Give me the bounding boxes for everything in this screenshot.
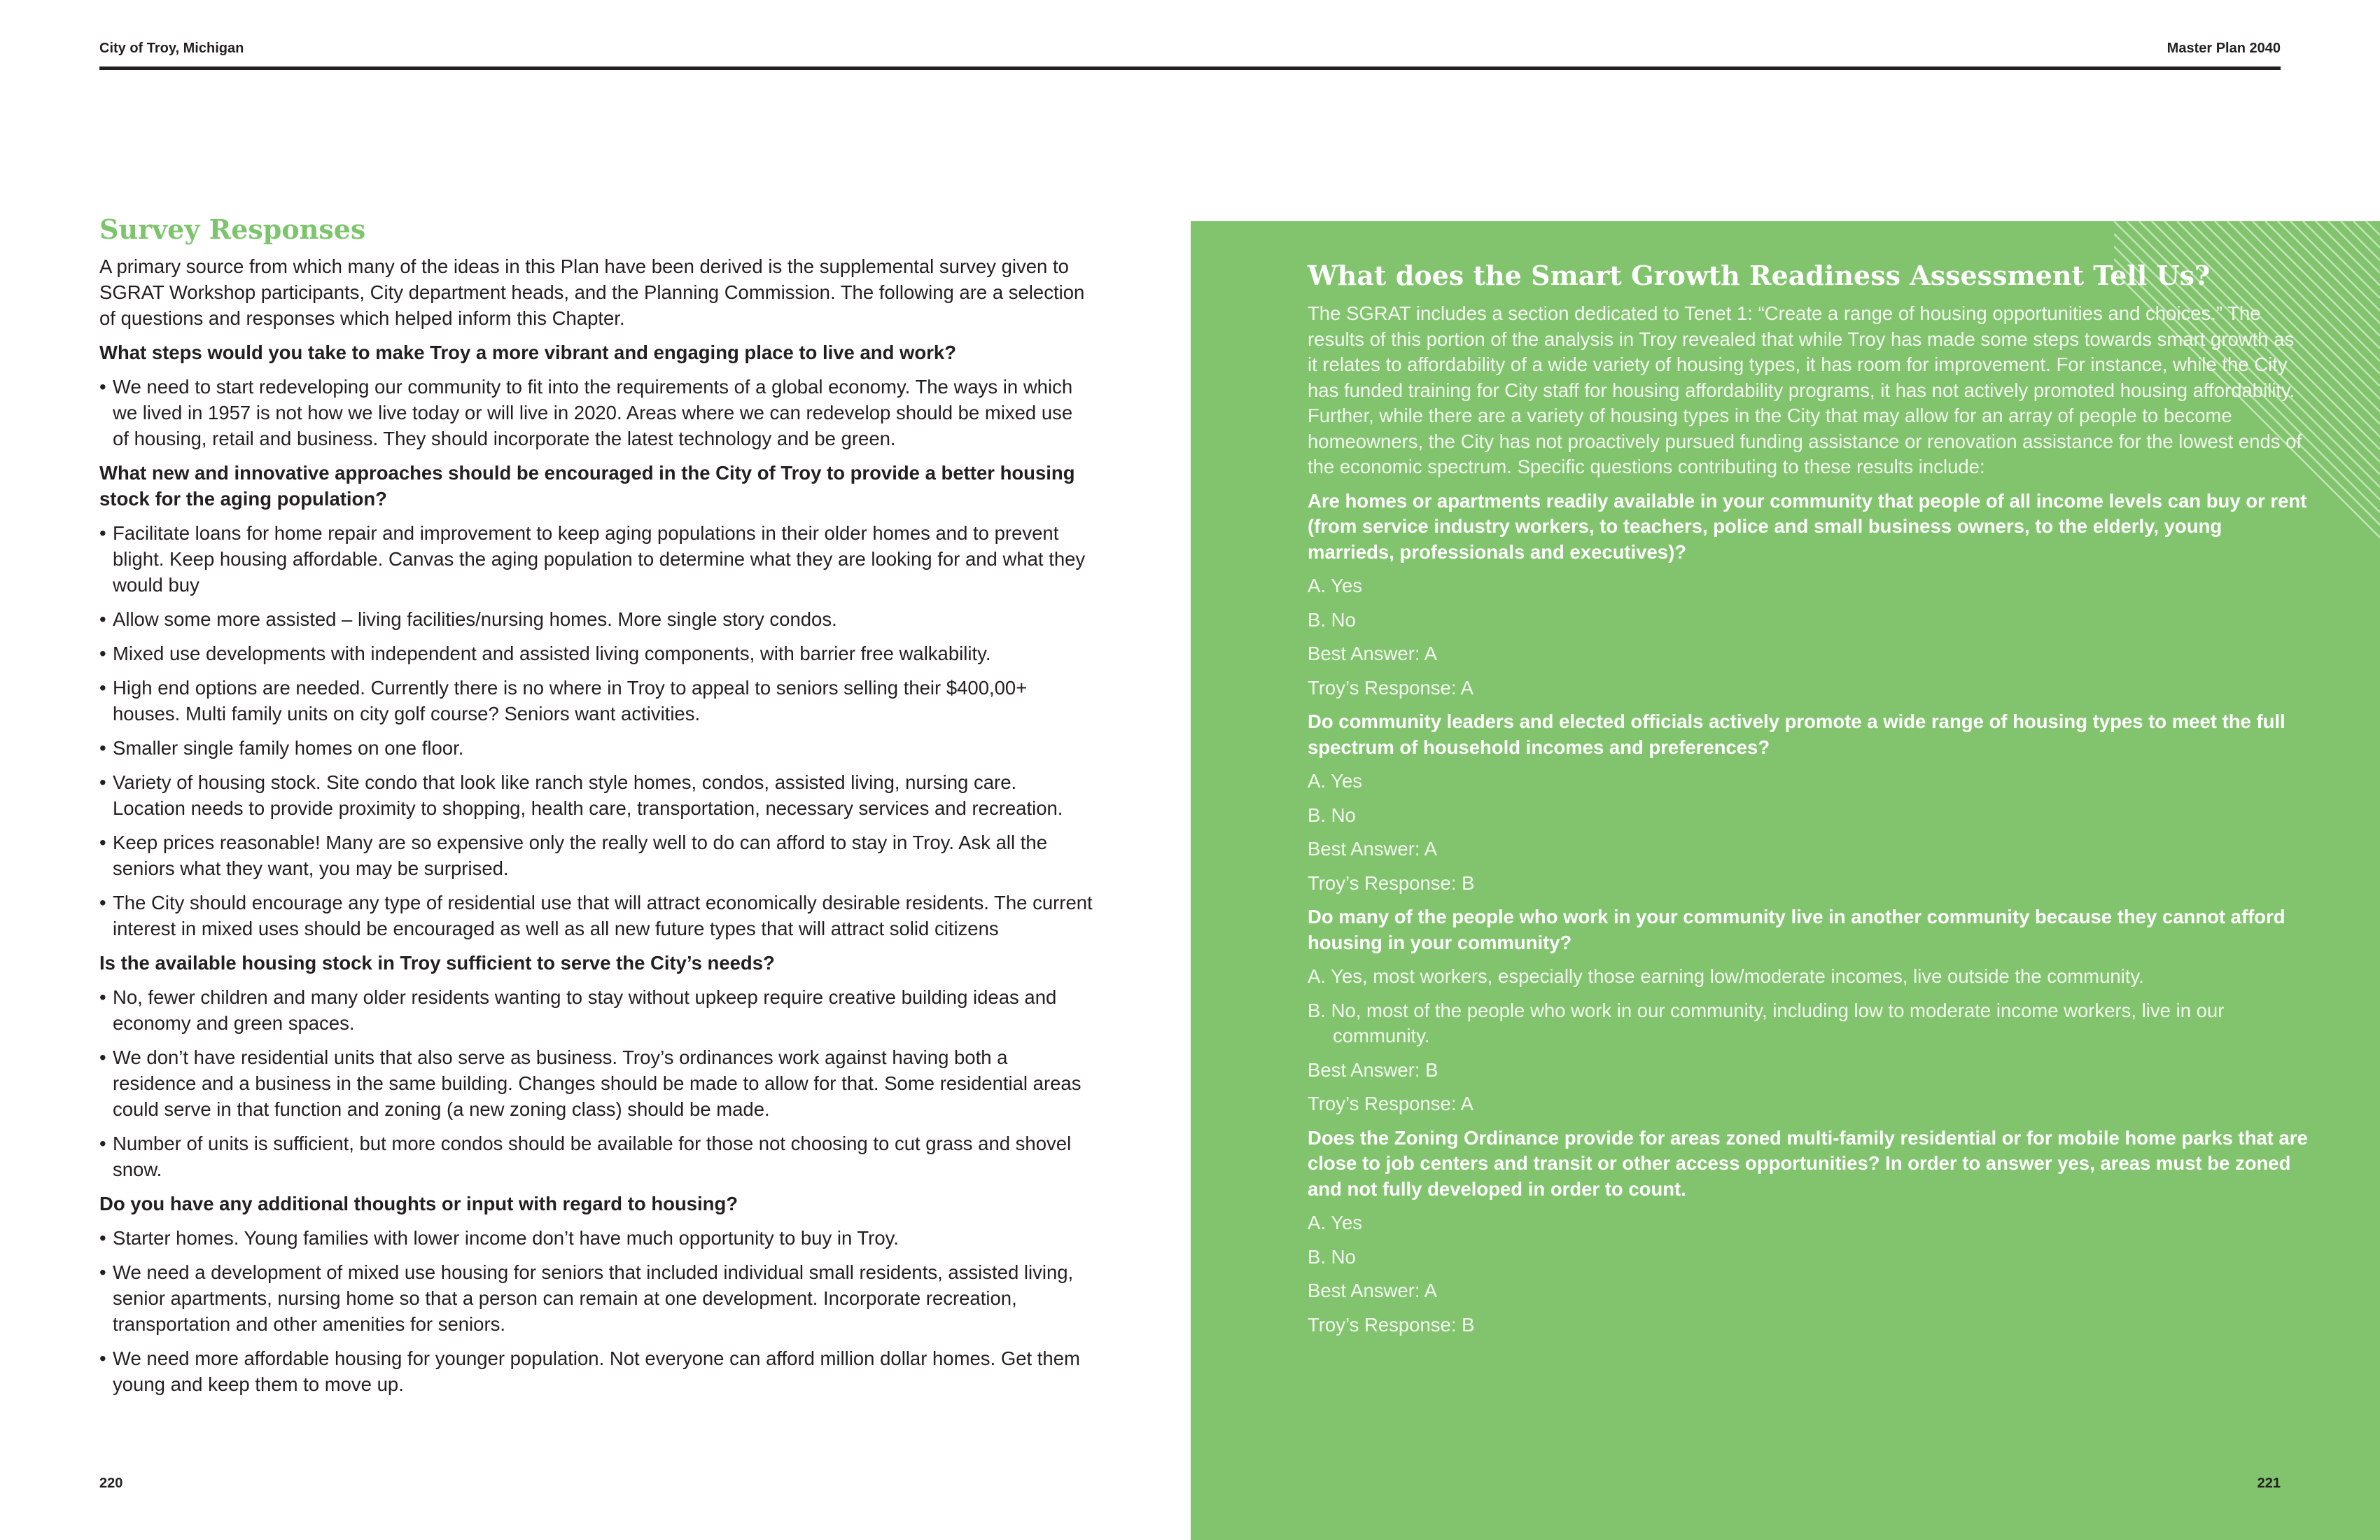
survey-response-item: • High end options are needed. Currently there is no where in Troy to appeal to seniors selling their $400,00+ houses. Multi family units on city golf course? Seniors want activities.	[99, 675, 1093, 727]
sgrat-question: Do community leaders and elected officials actively promote a wide range of housing types to meet the full spectrum of household incomes and preferences?	[1308, 710, 2286, 758]
sgrat-question: Does the Zoning Ordinance provide for areas zoned multi-family residential or for mobile home parks that are close to job centers and transit or other access opportunities? In order to answer yes, areas must be zoned and not fully developed in order to count.	[1308, 1126, 2308, 1200]
header-left-title: City of Troy, Michigan	[99, 41, 244, 56]
best-answer: Best Answer: A	[1308, 838, 1437, 860]
sgrat-question-block	[1308, 709, 2309, 896]
header-divider	[99, 66, 2281, 70]
sgrat-question: Are homes or apartments readily available in your community that people of all income levels can buy or rent (from service industry workers, to teachers, police and small business owners, to the elderly, young marrieds, professionals and executives)?	[1308, 489, 2307, 563]
survey-response-item: • The City should encourage any type of residential use that will attract economically desirable residents. The current interest in mixed uses should be encouraged as well as all new future types that will attract solid citizens	[99, 890, 1093, 941]
sgrat-intro-paragraph: The SGRAT includes a section dedicated to Tenet 1: “Create a range of housing opportunities and choices.” The results of this portion of the analysis in Troy revealed that while Troy has made some steps towards smart growth as it relates to affordability of a wide variety of housing types, it has room for improvement. For instance, while the City has funded training for City staff for housing affordability programs, it has not actively promoted housing affordability. Further, while there are a variety of housing types in the City that may allow for an array of people to become homeowners, the City has not proactively pursued funding assistance or renovation assistance for the lowest ends of the economic spectrum. Specific questions contributing to these results include:	[1308, 302, 2302, 477]
troy-response: Troy’s Response: B	[1308, 1313, 1475, 1336]
survey-response-list	[99, 1225, 1093, 1397]
survey-response-item: • We don’t have residential units that also serve as business. Troy’s ordinances work against having both a residence and a business in the same building. Changes should be made to allow for that. Some residential areas could serve in that function and zoning (a new zoning class) should be made.	[99, 1044, 1093, 1122]
survey-response-list	[99, 374, 1093, 451]
survey-responses-title: Survey Responses	[99, 214, 366, 245]
best-answer: Best Answer: B	[1308, 1058, 1438, 1081]
option-a: A. Yes	[1308, 1212, 1362, 1233]
survey-response-item: • Facilitate loans for home repair and improvement to keep aging populations in their older homes and to prevent blight. Keep housing affordable. Canvas the aging population to determine what they are looking for and what they would buy	[99, 520, 1093, 598]
survey-response-item: • Starter homes. Young families with lower income don’t have much opportunity to buy in Troy.	[99, 1225, 1093, 1251]
survey-response-item: • We need to start redeveloping our community to fit into the requirements of a global economy. The ways in which we lived in 1957 is not how we live today or will live in 2020. Areas where we can redevelop should be mixed use of housing, retail and business. They should incorporate the latest technology and be green.	[99, 374, 1093, 451]
header-right-title: Master Plan 2040	[2166, 41, 2281, 56]
survey-response-item: • Variety of housing stock. Site condo that look like ranch style homes, condos, assisted living, nursing care. Location needs to provide proximity to shopping, health care, transportation, necessary services and recreation.	[99, 769, 1093, 821]
survey-response-item: • We need more affordable housing for younger population. Not everyone can afford million dollar homes. Get them young and keep them to move up.	[99, 1345, 1093, 1397]
option-a: A. Yes	[1308, 575, 1362, 596]
survey-response-item: • Mixed use developments with independent and assisted living components, with barrier free walkability.	[99, 640, 1093, 666]
survey-response-list	[99, 984, 1093, 1182]
option-b: B. No	[1308, 1245, 1356, 1268]
sgrat-panel	[1191, 221, 2380, 1540]
survey-response-item: • Keep prices reasonable! Many are so expensive only the really well to do can afford to stay in Troy. Ask all the seniors what they want, you may be surprised.	[99, 830, 1093, 881]
survey-response-list	[99, 520, 1093, 941]
sgrat-question: Do many of the people who work in your community live in another community because they cannot afford housing in your community?	[1308, 906, 2286, 953]
survey-question: What new and innovative approaches should be encouraged in the City of Troy to provide a better housing stock for the aging population?	[99, 462, 1075, 510]
survey-question: Do you have any additional thoughts or input with regard to housing?	[99, 1193, 738, 1214]
page-number-right: 221	[2257, 1476, 2281, 1491]
survey-intro-paragraph: A primary source from which many of the ideas in this Plan have been derived is the supplemental survey given to SGRAT Workshop participants, City department heads, and the Planning Commission. The following are a selection of questions and responses which helped inform this Chapter.	[99, 255, 1085, 329]
sgrat-title: What does the Smart Growth Readiness Assessment Tell Us?	[1308, 260, 2211, 291]
survey-question: Is the available housing stock in Troy sufficient to serve the City’s needs?	[99, 952, 775, 974]
troy-response: Troy’s Response: B	[1308, 872, 1475, 894]
survey-question: What steps would you take to make Troy a more vibrant and engaging place to live and work?	[99, 342, 957, 363]
survey-response-item: • No, fewer children and many older residents wanting to stay without upkeep require creative building ideas and economy and green spaces.	[99, 984, 1093, 1036]
sgrat-question-block	[1308, 904, 2309, 1117]
option-b: B. No, most of the people who work in our community, including low to moderate income workers, live in our community.	[1308, 999, 2225, 1046]
best-answer: Best Answer: A	[1308, 643, 1437, 664]
survey-response-item: • We need a development of mixed use housing for seniors that included individual small residents, assisted living, senior apartments, nursing home so that a person can remain at one development. Incorporate recreation, transportation and other amenities for seniors.	[99, 1259, 1093, 1337]
option-a: A. Yes, most workers, especially those earning low/moderate incomes, live outside the community.	[1308, 965, 2144, 987]
troy-response: Troy’s Response: A	[1308, 1093, 1474, 1114]
sgrat-question-block	[1308, 1126, 2309, 1338]
survey-response-item: • Allow some more assisted – living facilities/nursing homes. More single story condos.	[99, 606, 1093, 632]
troy-response: Troy’s Response: A	[1308, 676, 1474, 699]
page-number-left: 220	[99, 1476, 123, 1491]
best-answer: Best Answer: A	[1308, 1280, 1437, 1301]
sgrat-question-block	[1308, 489, 2309, 701]
sgrat-content	[1308, 260, 2309, 1346]
survey-response-item: • Number of units is sufficient, but more condos should be available for those not choosing to cut grass and shovel snow.	[99, 1130, 1093, 1182]
option-a: A. Yes	[1308, 770, 1362, 792]
option-b: B. No	[1308, 608, 1356, 631]
survey-response-item: • Smaller single family homes on one floor.	[99, 735, 1093, 761]
survey-responses-column	[99, 214, 1093, 1406]
option-b: B. No	[1308, 804, 1356, 826]
